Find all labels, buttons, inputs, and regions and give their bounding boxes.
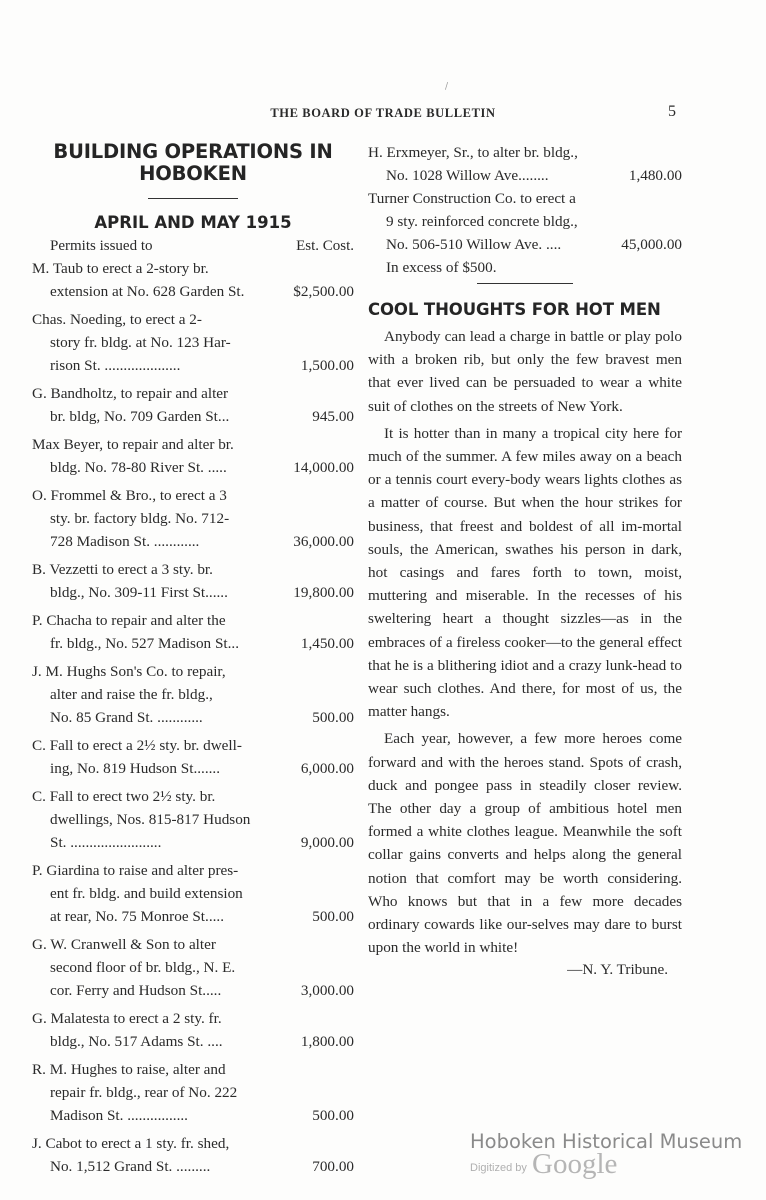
permit-description: story fr. bldg. at No. 123 Har-: [50, 334, 231, 351]
page-number: 5: [668, 103, 676, 120]
permit-amount: 1,500.00: [300, 357, 354, 374]
permit-line: [32, 484, 354, 507]
permit-description: alter and raise the fr. bldg.,: [50, 686, 213, 703]
permit-description: J. M. Hughs Son's Co. to repair,: [32, 663, 226, 680]
permit-line: [368, 164, 682, 187]
permit-list: [32, 257, 354, 1178]
permit-line: [32, 581, 354, 604]
permit-description: H. Erxmeyer, Sr., to alter br. bldg.,: [368, 144, 578, 161]
article-title: COOL THOUGHTS FOR HOT MEN: [368, 300, 661, 319]
permit-entry: [32, 1058, 354, 1127]
permit-line: [32, 609, 354, 632]
permit-amount: 945.00: [312, 408, 354, 425]
permit-entry: [32, 558, 354, 604]
permit-description: repair fr. bldg., rear of No. 222: [50, 1084, 238, 1101]
permit-line: [32, 257, 354, 280]
left-column: [32, 141, 354, 1183]
permit-amount: 500.00: [312, 709, 354, 726]
permit-line: [32, 734, 354, 757]
permit-description: No. 1028 Willow Ave........: [386, 167, 549, 184]
permit-line: [32, 632, 354, 655]
museum-name: Hoboken Historical Museum: [470, 1130, 743, 1153]
permit-line: [32, 1007, 354, 1030]
digitized-by-label: Digitized by: [470, 1162, 527, 1174]
permit-entry: [32, 933, 354, 1002]
permit-description: extension at No. 628 Garden St.: [50, 283, 245, 300]
right-column: [368, 141, 682, 979]
headline-line-1: BUILDING OPERATIONS IN: [53, 140, 333, 163]
column-header-cost: Est. Cost.: [296, 238, 354, 254]
permit-line: [32, 757, 354, 780]
article-paragraph: Each year, however, a few more heroes come forward and with the heroes stand. Spots of crash, duck and pongee pass in steadily closer review. The other day a group of ambitious hotel men formed a white clothes league. Meanwhile the soft collar gains converts and helps along the general notion that comfort may be worth considering. Who knows but that in a few more decades ordinary cowards like our-selves may dare to burst upon the world in white!: [368, 730, 682, 957]
cost-note: In excess of $500.: [386, 259, 497, 276]
article-attribution: —N. Y. Tribune.: [567, 961, 668, 979]
permit-amount: 19,800.00: [293, 584, 354, 601]
permit-line: [32, 785, 354, 808]
permit-line: [32, 882, 354, 905]
permit-description: ing, No. 819 Hudson St.......: [50, 760, 221, 777]
permit-line: [368, 233, 682, 256]
permit-amount: 6,000.00: [300, 760, 354, 777]
permit-description: Chas. Noeding, to erect a 2-: [32, 311, 202, 328]
permit-amount: $2,500.00: [293, 283, 354, 300]
permit-entry: [32, 1132, 354, 1178]
permit-entry: [32, 1007, 354, 1053]
permit-description: bldg. No. 78-80 River St. .....: [50, 459, 227, 476]
permit-description: at rear, No. 75 Monroe St.....: [50, 908, 225, 925]
permit-line: [32, 354, 354, 377]
permit-description: R. M. Hughes to raise, alter and: [32, 1061, 226, 1078]
permit-description: C. Fall to erect a 2½ sty. br. dwell-: [32, 737, 242, 754]
permit-description: bldg., No. 517 Adams St. ....: [50, 1033, 223, 1050]
permit-description: O. Frommel & Bro., to erect a 3: [32, 487, 227, 504]
permit-line: [32, 456, 354, 479]
permit-amount: 500.00: [312, 1107, 354, 1124]
permit-description: G. Bandholtz, to repair and alter: [32, 385, 229, 402]
permit-description: 9 sty. reinforced concrete bldg.,: [386, 213, 578, 230]
permit-description: St. ........................: [50, 834, 162, 851]
permit-amount: 700.00: [312, 1158, 354, 1175]
permit-line: [32, 558, 354, 581]
permit-line: [32, 933, 354, 956]
permit-line: [32, 905, 354, 928]
permit-description: M. Taub to erect a 2-story br.: [32, 260, 209, 277]
permit-entry: [32, 734, 354, 780]
permit-entry: [32, 859, 354, 928]
permit-line: [32, 683, 354, 706]
permit-amount: 1,480.00: [628, 167, 682, 184]
permit-line: [32, 660, 354, 683]
divider-rule: [477, 283, 573, 284]
permit-amount: 1,450.00: [300, 635, 354, 652]
permit-amount: 500.00: [312, 908, 354, 925]
permit-entry: [32, 660, 354, 729]
permit-amount: 1,800.00: [300, 1033, 354, 1050]
permit-line: [32, 308, 354, 331]
permit-line: [32, 979, 354, 1002]
permit-description: P. Chacha to repair and alter the: [32, 612, 226, 629]
permit-description: cor. Ferry and Hudson St.....: [50, 982, 222, 999]
permit-entry: [32, 609, 354, 655]
permit-description: B. Vezzetti to erect a 3 sty. br.: [32, 561, 213, 578]
scan-speck: /: [445, 82, 449, 92]
permit-amount: 45,000.00: [621, 236, 682, 253]
permit-description: Turner Construction Co. to erect a: [368, 190, 576, 207]
permit-line: [32, 1104, 354, 1127]
permit-description: C. Fall to erect two 2½ sty. br.: [32, 788, 216, 805]
subhead-date: APRIL AND MAY 1915: [94, 213, 292, 232]
permit-description: No. 506-510 Willow Ave. ....: [386, 236, 562, 253]
permit-line: [32, 530, 354, 553]
permit-description: dwellings, Nos. 815-817 Hudson: [50, 811, 251, 828]
permit-line: [32, 706, 354, 729]
permit-description: G. W. Cranwell & Son to alter: [32, 936, 216, 953]
permit-entry: [32, 484, 354, 553]
permit-line: [32, 331, 354, 354]
column-header-permits: Permits issued to: [50, 238, 153, 254]
permit-line: [368, 141, 682, 164]
article-paragraph: Anybody can lead a charge in battle or play polo with a broken rib, but only the few bravest men that ever lived can be persuaded to wear a white suit of clothes on the streets of New York.: [368, 328, 682, 415]
running-head: THE BOARD OF TRADE BULLETIN: [270, 106, 496, 120]
permit-line: [32, 433, 354, 456]
permit-amount: 36,000.00: [293, 533, 354, 550]
permit-line: [368, 210, 682, 233]
divider-rule: [148, 198, 238, 199]
digitization-watermark: [470, 1130, 743, 1180]
permit-line: [32, 859, 354, 882]
permit-description: Madison St. ................: [50, 1107, 188, 1124]
permit-description: fr. bldg., No. 527 Madison St...: [50, 635, 240, 652]
permit-line: [32, 831, 354, 854]
headline-line-2: HOBOKEN: [139, 162, 247, 185]
permit-entry: [368, 141, 682, 187]
permit-description: ent fr. bldg. and build extension: [50, 885, 243, 902]
permit-line: [32, 1058, 354, 1081]
permit-description: Max Beyer, to repair and alter br.: [32, 436, 234, 453]
permit-line: [32, 382, 354, 405]
permit-entry: [32, 785, 354, 854]
permit-description: No. 1,512 Grand St. .........: [50, 1158, 211, 1175]
permit-amount: 3,000.00: [300, 982, 354, 999]
article-paragraph: It is hotter than in many a tropical city here for much of the summer. A few miles away on a beach or a tennis court every-body wears lights clothes as a matter of course. But when the hour strikes for business, that freest and boldest of all im-mortal souls, the American, swathes his person in dark, hot casings and fares forth to town, moist, muttering and miserable. In the recesses of his sweltering heart a thought sizzles—as in the embraces of a fireless cooker—to the general effect that he is a blithering idiot and a crazy lunk-head to wear such clothes. And there, for most of us, the matter hangs.: [368, 424, 682, 721]
permit-line: [368, 187, 682, 210]
permit-description: P. Giardina to raise and alter pres-: [32, 862, 239, 879]
permit-description: br. bldg, No. 709 Garden St...: [50, 408, 230, 425]
continued-permit-list: [368, 141, 682, 256]
headline: [32, 141, 354, 185]
permit-description: G. Malatesta to erect a 2 sty. fr.: [32, 1010, 222, 1027]
permit-line: [32, 1081, 354, 1104]
permit-description: 728 Madison St. ............: [50, 533, 200, 550]
permit-line: [32, 1030, 354, 1053]
permit-line: [32, 1132, 354, 1155]
permit-entry: [32, 382, 354, 428]
permit-description: bldg., No. 309-11 First St......: [50, 584, 228, 601]
permit-description: rison St. ....................: [50, 357, 181, 374]
column-header: [32, 238, 354, 255]
permit-description: No. 85 Grand St. ............: [50, 709, 203, 726]
permit-entry: [32, 433, 354, 479]
permit-line: [32, 280, 354, 303]
permit-entry: [32, 257, 354, 303]
permit-description: sty. br. factory bldg. No. 712-: [50, 510, 230, 527]
permit-description: J. Cabot to erect a 1 sty. fr. shed,: [32, 1135, 230, 1152]
google-logo: Google: [532, 1148, 618, 1180]
permit-line: [32, 405, 354, 428]
permit-line: [32, 808, 354, 831]
permit-entry: [368, 187, 682, 256]
permit-line: [32, 956, 354, 979]
permit-line: [32, 1155, 354, 1178]
permit-description: second floor of br. bldg., N. E.: [50, 959, 236, 976]
permit-line: [32, 507, 354, 530]
permit-amount: 9,000.00: [300, 834, 354, 851]
permit-entry: [32, 308, 354, 377]
permit-amount: 14,000.00: [293, 459, 354, 476]
